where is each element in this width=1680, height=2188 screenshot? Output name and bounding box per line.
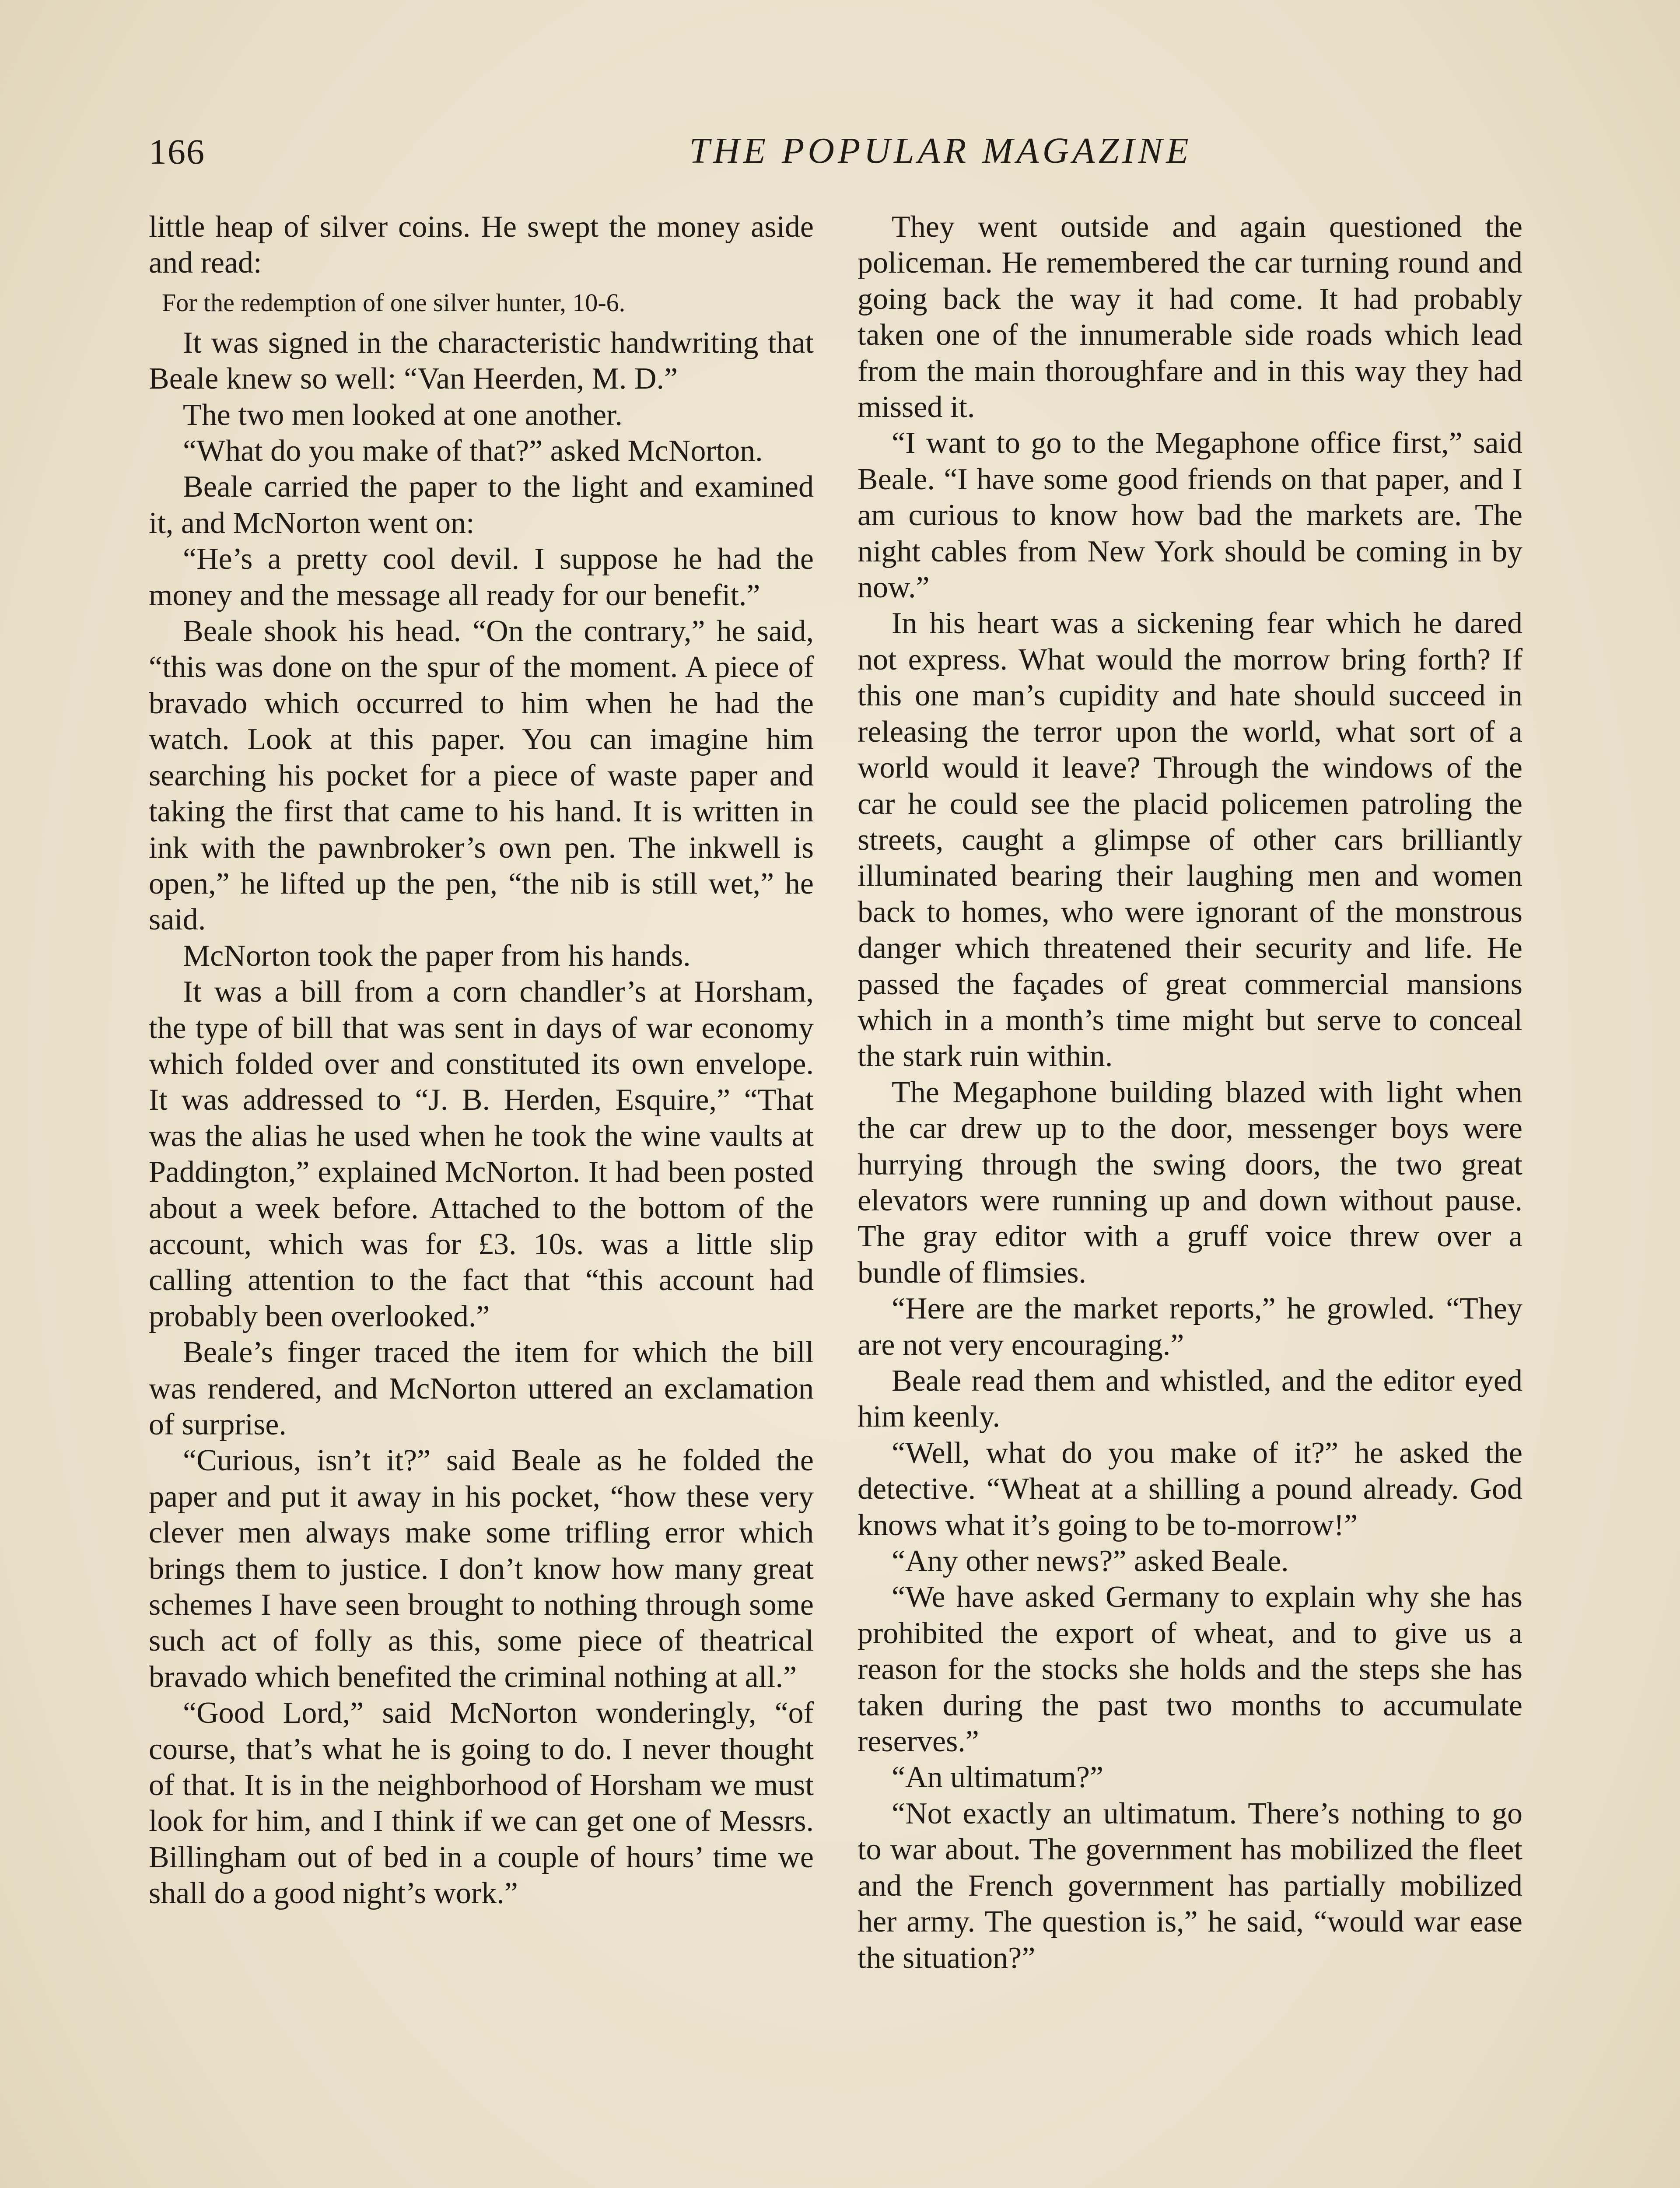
paragraph: “We have asked Germany to explain why she has prohibited the export of wheat, and to give us a reason for the stocks she holds and the steps she has taken during the past two months to accumulate reserves.”	[858, 1580, 1522, 1759]
paragraph: It was a bill from a corn chandler’s at Horsham, the type of bill that was sent in days of war economy which folded over and constituted its own envelope. It was addressed to “J. B. Herden, Esquire,” “That was the alias he used when he took the wine vaults at Paddington,” explained McNorton. It had been posted about a week before. Attached to the bottom of the account, which was for £3. 10s. was a little slip calling attention to the fact that “this account had probably been overlooked.”	[149, 975, 814, 1333]
paragraph: The Megaphone building blazed with light when the car drew up to the door, messenger boys were hurrying through the swing doors, the two great elevators were running up and down without pause. The gray editor with a gruff voice threw over a bundle of flimsies.	[858, 1075, 1522, 1290]
paragraph: Beale shook his head. “On the contrary,” he said, “this was done on the spur of the moment. A piece of bravado which occurred to him when he had the watch. Look at this paper. You can imagine him searching his pocket for a piece of waste paper and taking the first that came to his hand. It is written in ink with the pawnbroker’s own pen. The inkwell is open,” he lifted up the pen, “the nib is still wet,” he said.	[149, 614, 814, 937]
paragraph: “Here are the market reports,” he growled. “They are not very encouraging.”	[858, 1292, 1522, 1362]
paragraph: The two men looked at one another.	[183, 398, 623, 432]
paragraph: “Not exactly an ultimatum. There’s nothing to go to war about. The government has mobilized the fleet and the French government has partially mobilized her army. The question is,” he said, “would war ease the situation?”	[858, 1796, 1522, 1975]
paragraph: little heap of silver coins. He swept the money aside and read:	[149, 210, 814, 280]
paragraph: “Good Lord,” said McNorton wonderingly, “of course, that’s what he is going to do. I never thought of that. It is in the neighborhood of Horsham we must look for him, and I think if we can get one of Messrs. Billingham out of bed in a couple of hours’ time we shall do a good night’s work.”	[149, 1696, 814, 1911]
right-column	[858, 209, 1522, 1976]
paragraph: They went outside and again questioned the policeman. He remembered the car turning round and going back the way it had come. It had probably taken one of the innumerable side roads which lead from the main thoroughfare and in this way they had missed it.	[858, 210, 1522, 424]
running-title: THE POPULAR MAGAZINE	[689, 130, 1192, 171]
quoted-note: For the redemption of one silver hunter, 10-6.	[162, 288, 626, 317]
page-number: 166	[149, 132, 205, 172]
paragraph: “Any other news?” asked Beale.	[892, 1544, 1289, 1578]
paragraph: In his heart was a sickening fear which he dared not express. What would the morrow bring forth? If this one man’s cupidity and hate should succeed in releasing the terror upon the world, what sort of a world would it leave? Through the windows of the car he could see the placid policemen patroling the streets, caught a glimpse of other cars brilliantly illuminated bearing their laughing men and women back to homes, who were ignorant of the monstrous danger which threatened their security and life. He passed the façades of great commercial mansions which in a month’s time might but serve to conceal the stark ruin within.	[858, 607, 1522, 1073]
paragraph: Beale’s finger traced the item for which the bill was rendered, and McNorton uttered an exclamation of surprise.	[149, 1336, 814, 1441]
left-column	[149, 209, 814, 1912]
paragraph: Beale read them and whistled, and the editor eyed him keenly.	[858, 1364, 1522, 1434]
paragraph: “He’s a pretty cool devil. I suppose he had the money and the message all ready for our benefit.”	[149, 542, 814, 612]
page-header	[149, 131, 1531, 179]
paragraph: “Well, what do you make of it?” he asked the detective. “Wheat at a shilling a pound already. God knows what it’s going to be to-morrow!”	[858, 1436, 1522, 1542]
paragraph: Beale carried the paper to the light and examined it, and McNorton went on:	[149, 470, 814, 540]
paragraph: “Curious, isn’t it?” said Beale as he folded the paper and put it away in his pocket, “how these very clever men always make some trifling error which brings them to justice. I don’t know how many great schemes I have seen brought to nothing through some such act of folly as this, some piece of theatrical bravado which benefited the criminal nothing at all.”	[149, 1444, 814, 1694]
paragraph: “An ultimatum?”	[892, 1760, 1104, 1795]
paragraph: “I want to go to the Megaphone office first,” said Beale. “I have some good friends on that paper, and I am curious to know how bad the markets are. The night cables from New York should be coming in by now.”	[858, 426, 1522, 605]
paragraph: “What do you make of that?” asked McNorton.	[183, 434, 763, 468]
paragraph: McNorton took the paper from his hands.	[183, 939, 691, 973]
paragraph: It was signed in the characteristic handwriting that Beale knew so well: “Van Heerden, M. D.”	[149, 326, 814, 396]
